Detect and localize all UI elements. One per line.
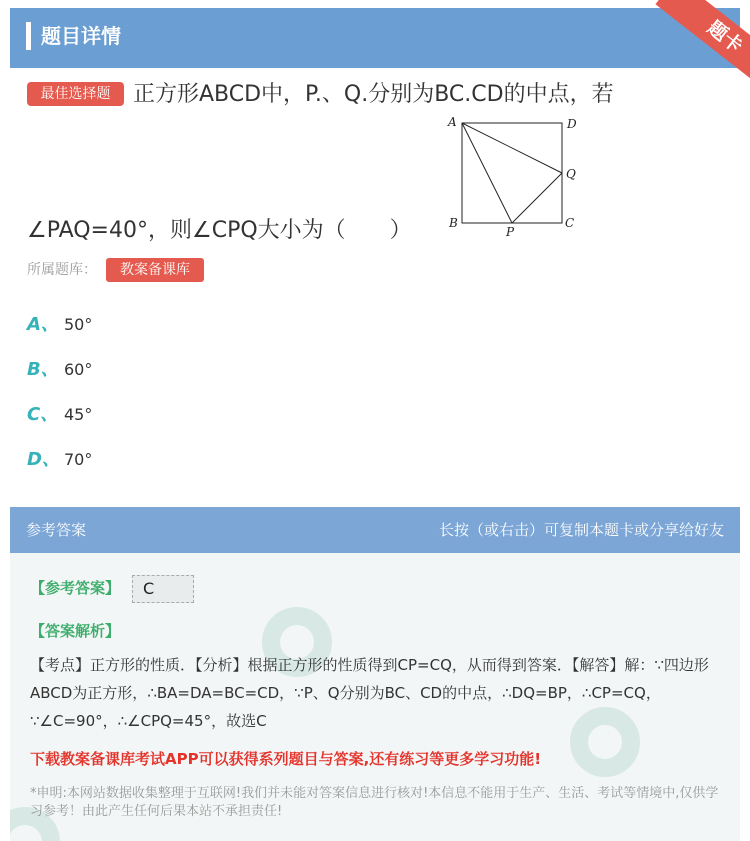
analysis-text: 【考点】正方形的性质．【分析】根据正方形的性质得到CP=CQ，从而得到答案．【解答】解：∵四边形ABCD为正方形，∴BA=DA=BC=CD，∵P、Q分别为BC、CD的中点，∴DQ=BP，∴CP=CQ，∵∠C=90°，∴∠CPQ=45°，故选C (30, 656, 709, 730)
disclaimer-text: *申明:本网站数据收集整理于互联网!我们并未能对答案信息进行核对!本信息不能用于生产、生活、考试等情境中,仅供学习参考！由此产生任何后果本站不承担责任! (30, 786, 719, 819)
square-figure (440, 110, 590, 240)
square-abcd (462, 123, 562, 223)
source-label: 所属题库： (27, 262, 97, 278)
option-value: 50° (64, 315, 93, 334)
analysis-label: 【答案解析】 (30, 622, 121, 640)
source-tag[interactable]: 教案备课库 (106, 258, 204, 282)
question-text-line2: ∠PAQ=40°，则∠CPQ大小为（ ） (27, 218, 412, 243)
option-value: 45° (64, 405, 93, 424)
ribbon-label: 题卡 (655, 0, 750, 90)
share-hint: 长按（或右击）可复制本题卡或分享给好友 (438, 521, 724, 539)
option-value: 60° (64, 360, 93, 379)
option-letter: B、 (27, 359, 59, 380)
answer-panel-title: 参考答案 (26, 521, 87, 539)
label-q: Q (566, 167, 576, 181)
header-accent-bar (26, 22, 31, 50)
label-c: C (565, 216, 575, 230)
reference-answer-value: C (132, 575, 194, 603)
label-p: P (506, 225, 515, 239)
reference-answer-label: 【参考答案】 (30, 579, 121, 597)
option-letter: D、 (27, 449, 60, 470)
question-card-ribbon[interactable] (640, 0, 750, 90)
label-b: B (449, 216, 458, 230)
segment-ap (462, 123, 512, 223)
page-header (10, 8, 740, 68)
option-letter: C、 (27, 404, 59, 425)
answer-panel-header (10, 507, 740, 553)
app-promo-link[interactable]: 下载教案备课库考试APP可以获得系列题目与答案,还有练习等更多学习功能! (30, 750, 542, 768)
question-text-line1: 正方形ABCD中，P.、Q.分别为BC.CD的中点，若 (133, 82, 614, 107)
page-title: 题目详情 (41, 24, 121, 48)
segment-aq (462, 123, 562, 173)
option-value: 70° (64, 450, 93, 469)
segment-pq (512, 173, 562, 223)
label-d: D (567, 117, 577, 131)
label-a: A (448, 115, 457, 129)
question-type-badge: 最佳选择题 (27, 82, 124, 106)
option-letter: A、 (27, 314, 59, 335)
